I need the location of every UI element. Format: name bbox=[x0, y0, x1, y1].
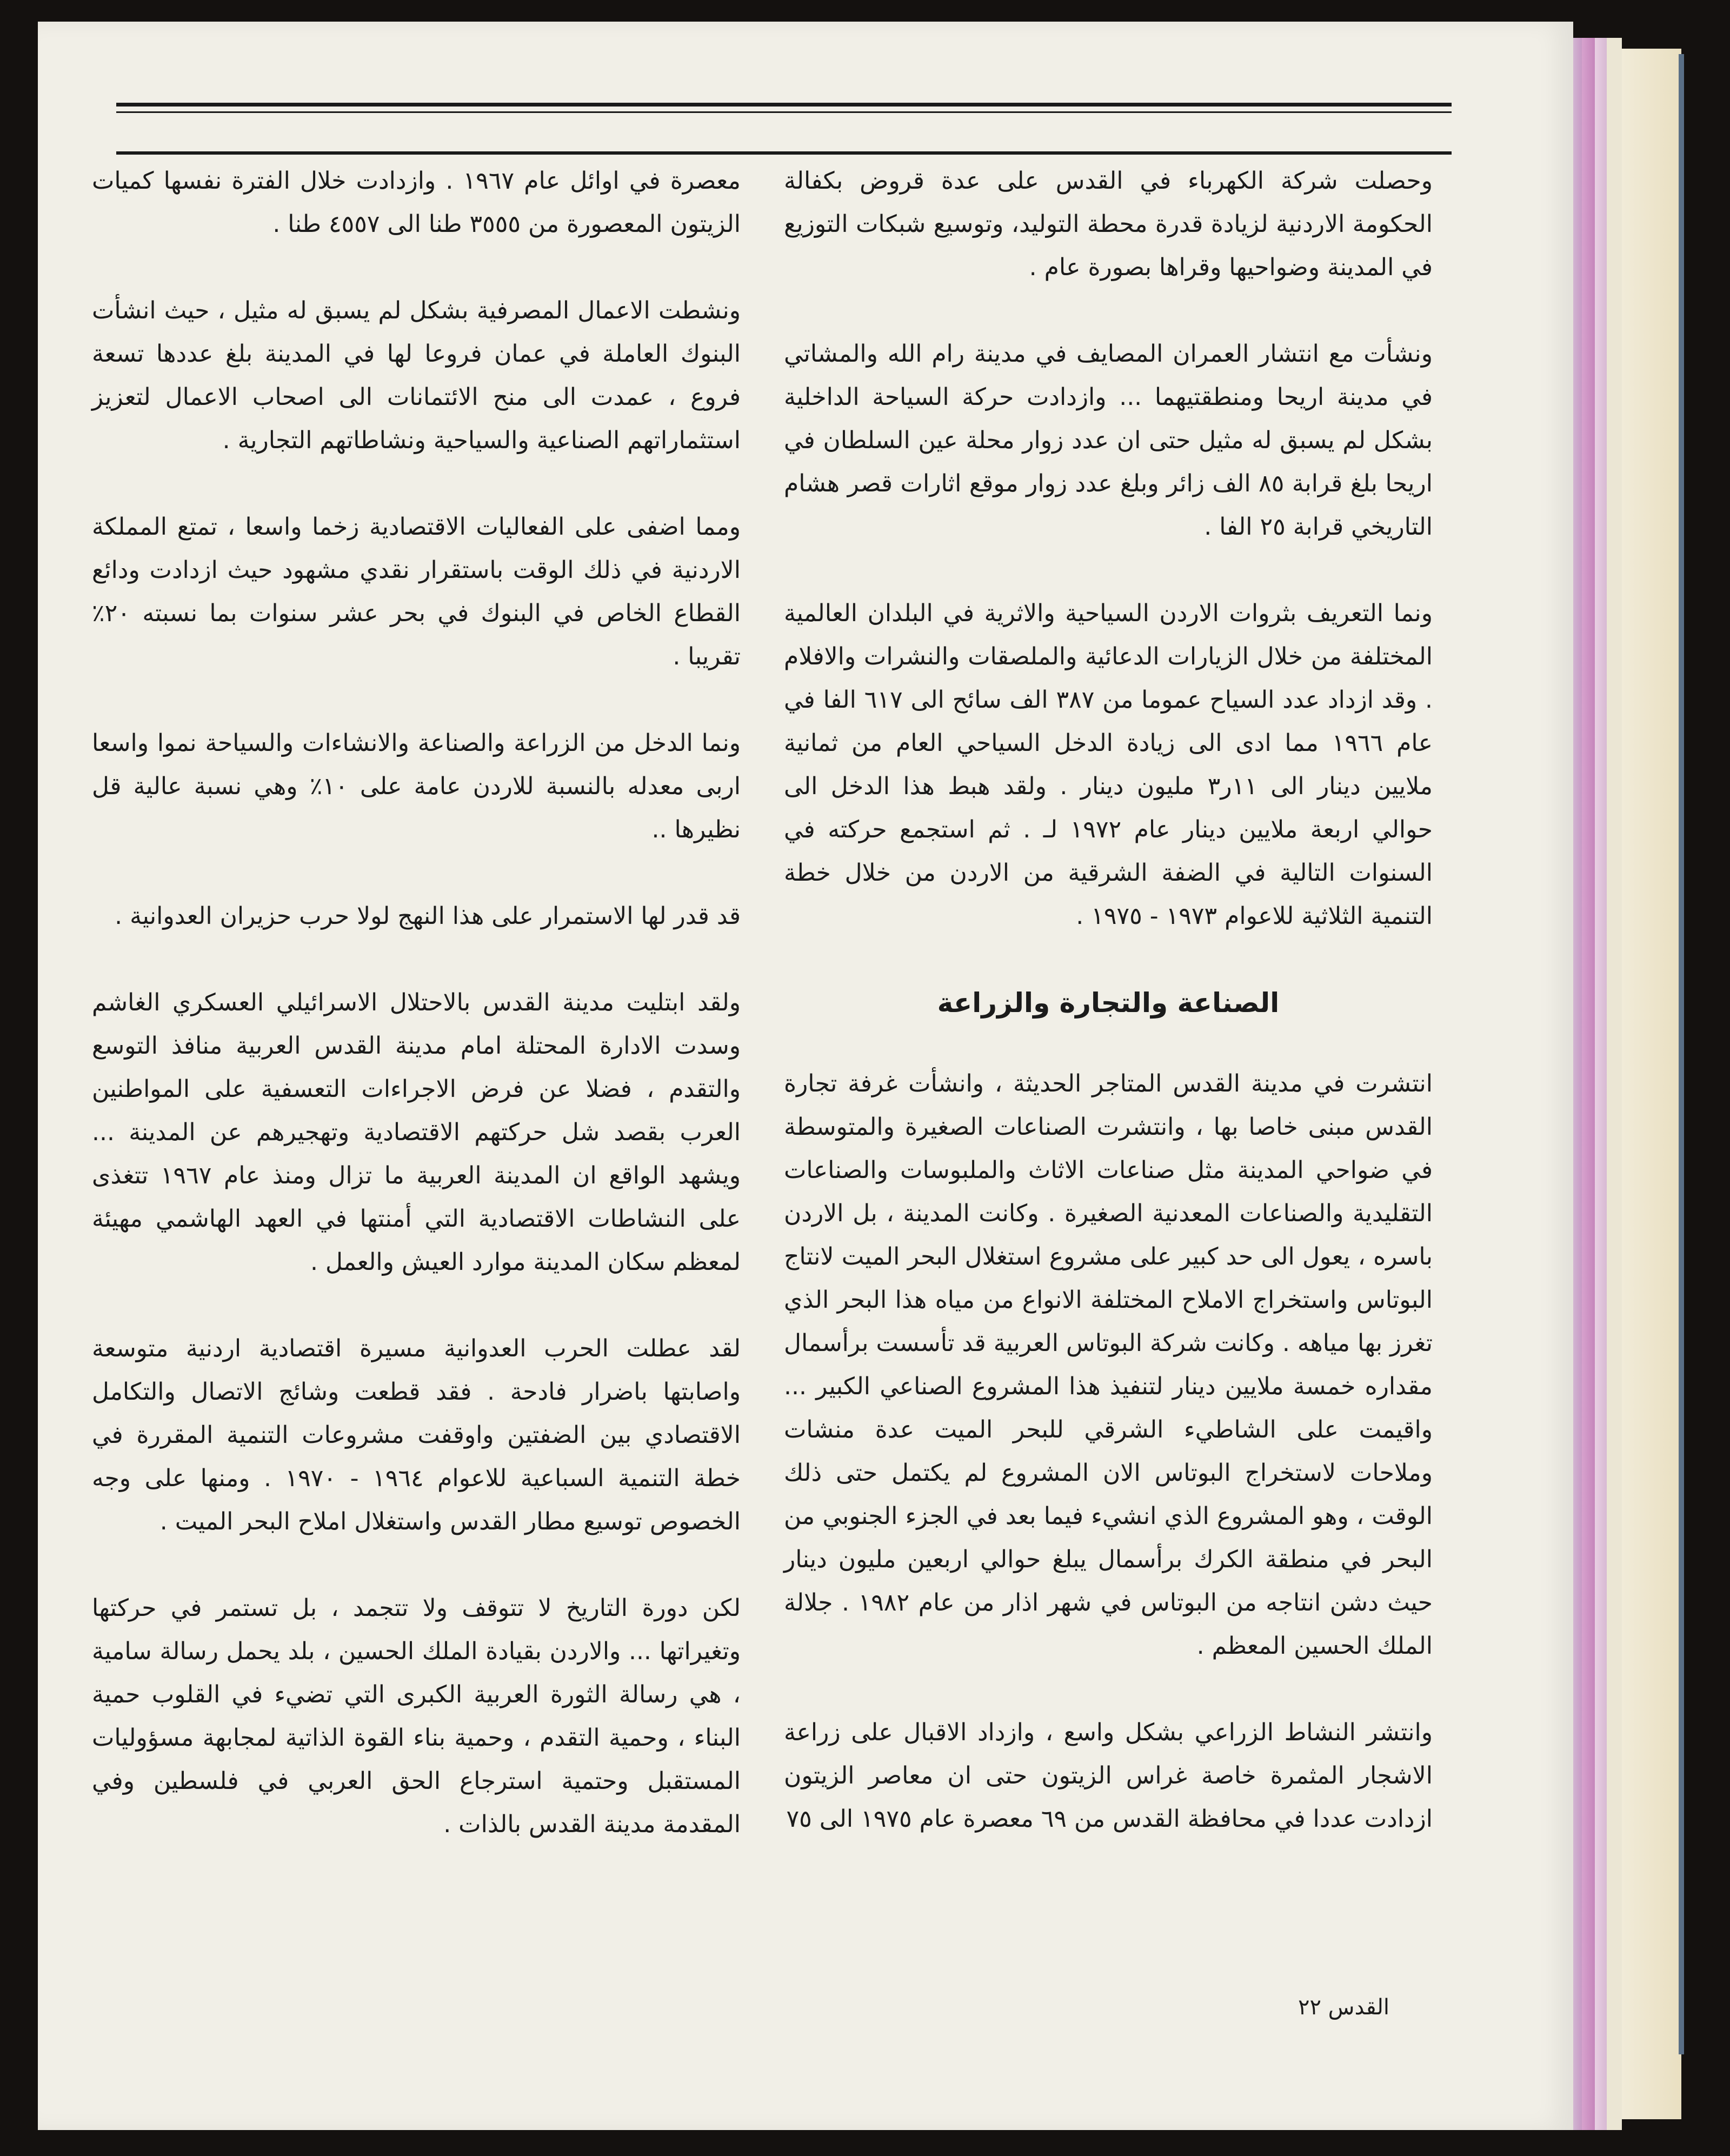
paragraph: لكن دورة التاريخ لا تتوقف ولا تتجمد ، بل تستمر في حركتها وتغيراتها ... والاردن بقيادة الملك الحسين ، بلد يحمل رسالة سامية ، هي رسالة الثورة العربية الكبرى التي تضيء في القلوب حمية البناء ، وحمية التقدم ، وحمية بناء القوة الذاتية لمجابهة مسؤوليات المستقبل وحتمية استرجاع الحق العربي في فلسطين وفي المقدمة مدينة القدس بالذات . bbox=[92, 1594, 741, 1838]
paragraph: ونشطت الاعمال المصرفية بشكل لم يسبق له مثيل ، حيث انشأت البنوك العاملة في عمان فروعا لها في المدينة بلغ عددها تسعة فروع ، عمدت الى منح الائتمانات الى اصحاب الاعمال لتعزيز استثماراتهم الصناعية والسياحية ونشاطاتهم التجارية . bbox=[92, 297, 741, 454]
page-stack-edge bbox=[1595, 38, 1607, 2130]
header-rule bbox=[116, 111, 1452, 113]
paragraph: ونما التعريف بثروات الاردن السياحية والاثرية في البلدان العالمية المختلفة من خلال الزيارات الدعائية والملصقات والنشرات والافلام . وقد ازداد عدد السياح عموما من ٣٨٧ الف سائح الى ٦١٧ الفا في عام ١٩٦٦ مما ادى الى زيادة الدخل السياحي العام من ثمانية ملايين دينار الى ١١ر٣ مليون دينار . ولقد هبط هذا الدخل الى حوالي اربعة ملايين دينار عام ١٩٧٢ لـ . ثم استجمع حركته في السنوات التالية في الضفة الشرقية من الاردن من خلال خطة التنمية الثلاثية للاعوام ١٩٧٣ - ١٩٧٥ . bbox=[784, 600, 1433, 930]
paragraph: لقد عطلت الحرب العدوانية مسيرة اقتصادية اردنية متوسعة واصابتها باضرار فادحة . فقد قطعت وشائج الاتصال والتكامل الاقتصادي بين الضفتين واوقفت مشروعات التنمية المقررة في خطة التنمية السباعية للاعوام ١٩٦٤ - ١٩٧٠ . ومنها على وجه الخصوص توسيع مطار القدس واستغلال املاح البحر الميت . bbox=[92, 1335, 741, 1535]
paragraph: ولقد ابتليت مدينة القدس بالاحتلال الاسرائيلي العسكري الغاشم وسدت الادارة المحتلة امام مدينة القدس العربية منافذ التوسع والتقدم ، فضلا عن فرض الاجراءات التعسفية على المواطنين العرب بقصد شل حركتهم الاقتصادية وتهجيرهم عن المدينة ... ويشهد الواقع ان المدينة العربية ما تزال ومنذ عام ١٩٦٧ تتغذى على النشاطات الاقتصادية التي أمنتها في العهد الهاشمي مهيئة لمعظم سكان المدينة موارد العيش والعمل . bbox=[92, 989, 741, 1276]
section-heading: الصناعة والتجارة والزراعة bbox=[937, 987, 1280, 1019]
page-stack-edge bbox=[1622, 49, 1681, 2119]
header-rule bbox=[116, 103, 1452, 107]
header-rule bbox=[116, 151, 1452, 155]
paragraph: وانتشر النشاط الزراعي بشكل واسع ، وازداد الاقبال على زراعة الاشجار المثمرة خاصة غراس الزيتون حتى ان معاصر الزيتون ازدادت عددا في محافظة القدس من ٦٩ معصرة عام ١٩٧٥ الى ٧٥ bbox=[784, 1719, 1433, 1833]
paragraph: وحصلت شركة الكهرباء في القدس على عدة قروض بكفالة الحكومة الاردنية لزيادة قدرة محطة التوليد، وتوسيع شبكات التوزيع في المدينة وضواحيها وقراها بصورة عام . bbox=[784, 167, 1433, 281]
paragraph: معصرة في اوائل عام ١٩٦٧ . وازدادت خلال الفترة نفسها كميات الزيتون المعصورة من ٣٥٥٥ طنا الى ٤٥٥٧ طنا . bbox=[92, 167, 741, 238]
page-footer: القدس ٢٢ bbox=[1298, 1995, 1389, 2020]
page-stack-edge bbox=[1582, 38, 1595, 2130]
right-column bbox=[784, 159, 1433, 1884]
paragraph: ومما اضفى على الفعاليات الاقتصادية زخما واسعا ، تمتع المملكة الاردنية في ذلك الوقت باستقرار نقدي مشهود حيث ازدادت ودائع القطاع الخاص في البنوك في بحر عشر سنوات بما نسبته ٢٠٪ تقريبا . bbox=[92, 513, 741, 670]
book-cover-edge bbox=[1679, 54, 1684, 2054]
magazine-page bbox=[38, 22, 1573, 2130]
paragraph: قد قدر لها الاستمرار على هذا النهج لولا حرب حزيران العدوانية . bbox=[115, 902, 741, 930]
paragraph: ونما الدخل من الزراعة والصناعة والانشاءات والسياحة نموا واسعا اربى معدله بالنسبة للاردن عامة على ١٠٪ وهي نسبة عالية قل نظيرها .. bbox=[92, 729, 741, 843]
page-stack-edge bbox=[1607, 38, 1622, 2130]
left-column bbox=[92, 159, 741, 1889]
paragraph: انتشرت في مدينة القدس المتاجر الحديثة ، وانشأت غرفة تجارة القدس مبنى خاصا بها ، وانتشرت الصناعات الصغيرة والمتوسطة في ضواحي المدينة مثل صناعات الاثاث والملبوسات والصناعات التقليدية والصناعات المعدنية الصغيرة . وكانت المدينة ، بل الاردن باسره ، يعول الى حد كبير على مشروع استغلال البحر الميت لانتاج البوتاس واستخراج الاملاح المختلفة الانواع من مياه هذا البحر الذي تغرز بها مياهه . وكانت شركة البوتاس العربية قد تأسست برأسمال مقداره خمسة ملايين دينار لتنفيذ هذا المشروع الصناعي الكبير ... واقيمت على الشاطيء الشرقي للبحر الميت عدة منشات وملاحات لاستخراج البوتاس الان المشروع لم يكتمل حتى ذلك الوقت ، وهو المشروع الذي انشيء فيما بعد في الجزء الجنوبي من البحر في منطقة الكرك برأسمال يبلغ حوالي اربعين مليون دينار حيث دشن انتاجه من البوتاس في شهر اذار من عام ١٩٨٢ . جلالة الملك الحسين المعظم . bbox=[784, 1070, 1433, 1660]
paragraph: ونشأت مع انتشار العمران المصايف في مدينة رام الله والمشاتي في مدينة اريحا ومنطقتيهما ... وازدادت حركة السياحة الداخلية بشكل لم يسبق له مثيل حتى ان عدد زوار محلة عين السلطان في اريحا بلغ قرابة ٨٥ الف زائر وبلغ عدد زوار موقع اثارات قصر هشام التاريخي قرابة ٢٥ الفا . bbox=[784, 340, 1433, 541]
